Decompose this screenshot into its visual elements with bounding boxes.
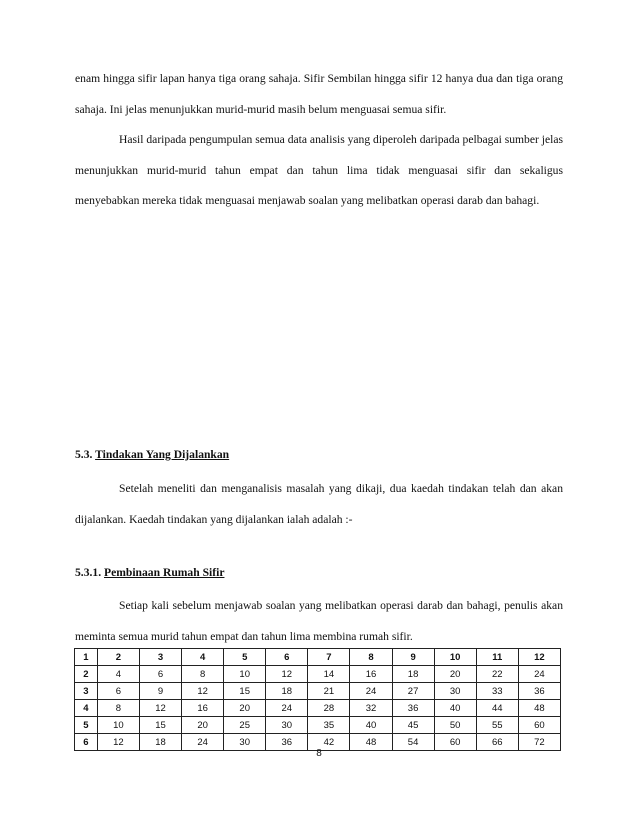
table-cell: 16	[182, 700, 224, 717]
table-cell: 1	[75, 649, 98, 666]
table-cell: 24	[182, 734, 224, 751]
table-cell: 35	[308, 717, 350, 734]
table-cell: 4	[97, 666, 139, 683]
section-number: 5.3.1.	[75, 566, 102, 579]
table-cell: 36	[392, 700, 434, 717]
table-cell: 12	[182, 683, 224, 700]
table-cell: 3	[139, 649, 181, 666]
table-cell: 27	[392, 683, 434, 700]
table-cell: 30	[266, 717, 308, 734]
table-cell: 15	[224, 683, 266, 700]
page-number: 8	[316, 748, 322, 759]
table-cell: 36	[266, 734, 308, 751]
table-cell: 66	[476, 734, 518, 751]
table-cell: 8	[97, 700, 139, 717]
table-row	[75, 683, 561, 700]
table-cell: 45	[392, 717, 434, 734]
table-cell: 20	[182, 717, 224, 734]
table-cell: 4	[75, 700, 98, 717]
multiplication-table	[74, 648, 561, 751]
table-cell: 8	[350, 649, 392, 666]
table-cell: 16	[350, 666, 392, 683]
table-cell: 24	[518, 666, 560, 683]
table-cell: 28	[308, 700, 350, 717]
table-cell: 12	[518, 649, 560, 666]
table-cell: 6	[139, 666, 181, 683]
table-cell: 60	[434, 734, 476, 751]
table-cell: 48	[350, 734, 392, 751]
table-cell: 4	[182, 649, 224, 666]
table-cell: 18	[266, 683, 308, 700]
table-cell: 72	[518, 734, 560, 751]
table-cell: 32	[350, 700, 392, 717]
table-cell: 60	[518, 717, 560, 734]
paragraph-rumah-sifir: Setiap kali sebelum menjawab soalan yang melibatkan operasi darab dan bahagi, penulis akan meminta semua murid tahun empat dan tahun lima membina rumah sifir.	[75, 599, 563, 643]
section-heading-5-3-1	[75, 566, 224, 579]
section-title: Pembinaan Rumah Sifir	[104, 566, 225, 579]
section-heading-5-3	[75, 448, 229, 461]
table-cell: 9	[139, 683, 181, 700]
table-cell: 7	[308, 649, 350, 666]
table-cell: 5	[224, 649, 266, 666]
table-row	[75, 700, 561, 717]
table-cell: 30	[434, 683, 476, 700]
table-cell: 40	[434, 700, 476, 717]
table-cell: 20	[224, 700, 266, 717]
table-cell: 6	[266, 649, 308, 666]
table-cell: 50	[434, 717, 476, 734]
table-row	[75, 717, 561, 734]
paragraph-sifir-summary: enam hingga sifir lapan hanya tiga orang sahaja. Sifir Sembilan hingga sifir 12 hanya dua dan tiga orang sahaja. Ini jelas menunjukkan murid-murid masih belum menguasai semua sifir.	[75, 72, 563, 116]
table-cell: 2	[97, 649, 139, 666]
table-cell: 36	[518, 683, 560, 700]
table-cell: 2	[75, 666, 98, 683]
table-cell: 25	[224, 717, 266, 734]
table-cell: 48	[518, 700, 560, 717]
table-cell: 12	[97, 734, 139, 751]
table-cell: 9	[392, 649, 434, 666]
table-row	[75, 649, 561, 666]
table-cell: 11	[476, 649, 518, 666]
table-cell: 3	[75, 683, 98, 700]
paragraph-analysis-result: Hasil daripada pengumpulan semua data analisis yang diperoleh daripada pelbagai sumber jelas menunjukkan murid-murid tahun empat dan tahun lima tidak menguasai sifir dan sekaligus menyebabkan mereka tidak menguasai menjawab soalan yang melibatkan operasi darab dan bahagi.	[75, 133, 563, 207]
section-title: Tindakan Yang Dijalankan	[95, 448, 230, 461]
table-cell: 6	[97, 683, 139, 700]
table-cell: 42	[308, 734, 350, 751]
table-cell: 18	[139, 734, 181, 751]
table-cell: 22	[476, 666, 518, 683]
table-cell: 12	[139, 700, 181, 717]
section-number: 5.3.	[75, 448, 93, 461]
table-cell: 14	[308, 666, 350, 683]
table-cell: 30	[224, 734, 266, 751]
table-cell: 10	[224, 666, 266, 683]
table-cell: 10	[434, 649, 476, 666]
table-cell: 24	[266, 700, 308, 717]
table-cell: 12	[266, 666, 308, 683]
table-cell: 6	[75, 734, 98, 751]
table-cell: 8	[182, 666, 224, 683]
paragraph-action-intro: Setelah meneliti dan menganalisis masalah yang dikaji, dua kaedah tindakan telah dan akan dijalankan. Kaedah tindakan yang dijalankan ialah adalah :-	[75, 482, 563, 526]
table-cell: 18	[392, 666, 434, 683]
table-cell: 44	[476, 700, 518, 717]
table-cell: 40	[350, 717, 392, 734]
table-row	[75, 666, 561, 683]
table-cell: 54	[392, 734, 434, 751]
table-cell: 15	[139, 717, 181, 734]
table-cell: 5	[75, 717, 98, 734]
table-cell: 24	[350, 683, 392, 700]
table-cell: 20	[434, 666, 476, 683]
table-cell: 55	[476, 717, 518, 734]
table-cell: 10	[97, 717, 139, 734]
table-cell: 33	[476, 683, 518, 700]
table-cell: 21	[308, 683, 350, 700]
